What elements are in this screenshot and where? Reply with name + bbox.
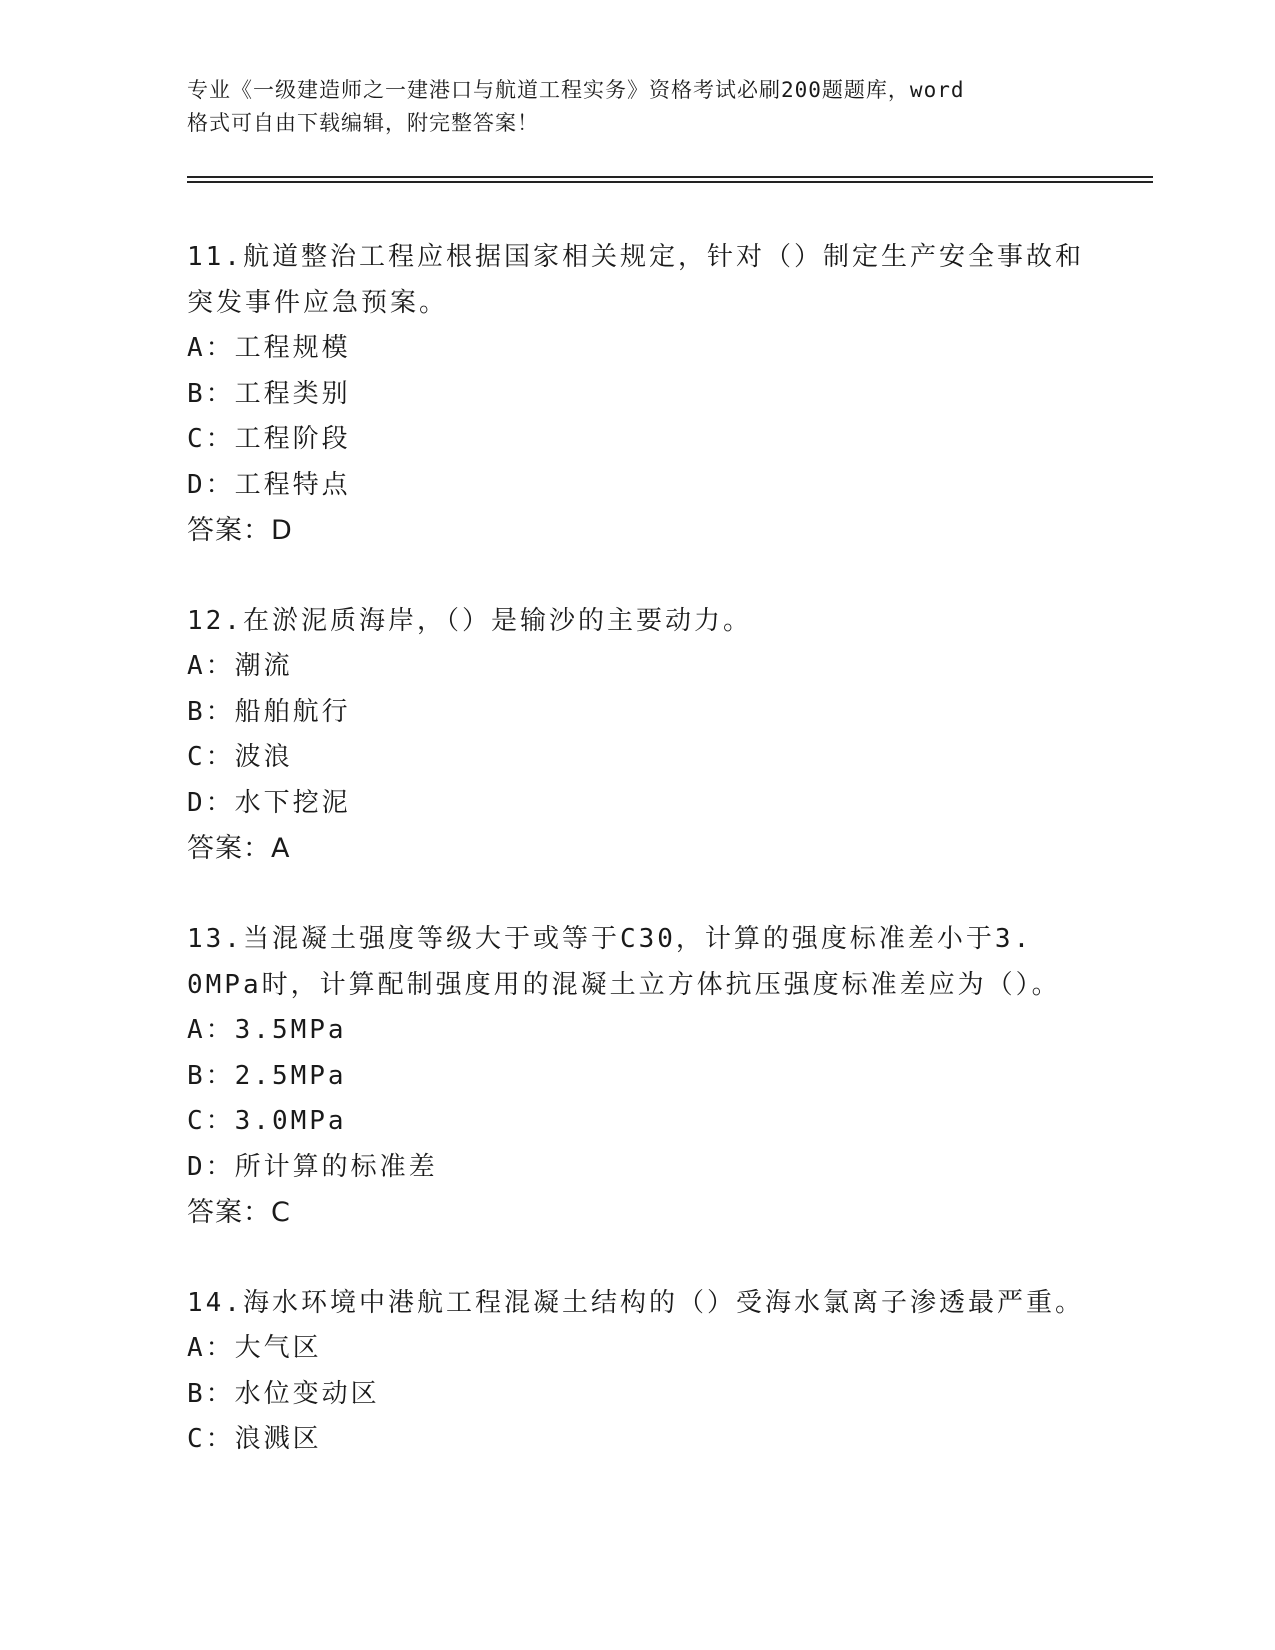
header-rule-top xyxy=(187,176,1153,178)
option-d: D：所计算的标准差 xyxy=(187,1151,438,1182)
option-c: C：工程阶段 xyxy=(187,424,351,454)
option-c: C：3.0MPa xyxy=(187,1106,347,1136)
question-list xyxy=(187,234,1087,1507)
header-line-1: 专业《一级建造师之一建港口与航道工程实务》资格考试必刷200题题库，word xyxy=(187,78,965,102)
question-12 xyxy=(187,598,1087,872)
option-b: B：船舶航行 xyxy=(187,696,351,727)
header-line-2: 格式可自由下载编辑，附完整答案！ xyxy=(187,111,539,135)
question-text: 13.当混凝土强度等级大于或等于C30，计算的强度标准差小于3. xyxy=(187,924,1033,954)
option-c: C：浪溅区 xyxy=(187,1424,322,1454)
question-11 xyxy=(187,234,1087,554)
answer: 答案：C xyxy=(187,1197,291,1228)
option-b: B：2.5MPa xyxy=(187,1060,347,1091)
option-b: B：水位变动区 xyxy=(187,1378,380,1409)
option-d: D：水下挖泥 xyxy=(187,787,351,818)
document-header xyxy=(187,74,1087,140)
question-text: 12.在淤泥质海岸，（）是输沙的主要动力。 xyxy=(187,606,752,636)
answer: 答案：A xyxy=(187,833,291,864)
question-13 xyxy=(187,916,1087,1236)
answer: 答案：D xyxy=(187,515,293,546)
question-text: 突发事件应急预案。 xyxy=(187,288,449,318)
question-14 xyxy=(187,1280,1087,1463)
question-text: 0MPa时，计算配制强度用的混凝土立方体抗压强度标准差应为（）。 xyxy=(187,970,1061,1000)
option-d: D：工程特点 xyxy=(187,469,351,500)
option-a: A：工程规模 xyxy=(187,333,351,363)
header-rule-bottom xyxy=(187,181,1153,183)
option-a: A：潮流 xyxy=(187,651,293,681)
question-text: 14.海水环境中港航工程混凝土结构的（）受海水氯离子渗透最严重。 xyxy=(187,1288,1084,1318)
question-text: 11.航道整治工程应根据国家相关规定，针对（）制定生产安全事故和 xyxy=(187,242,1084,272)
option-c: C：波浪 xyxy=(187,742,293,772)
option-b: B：工程类别 xyxy=(187,378,351,409)
option-a: A：3.5MPa xyxy=(187,1015,347,1045)
option-a: A：大气区 xyxy=(187,1333,322,1363)
